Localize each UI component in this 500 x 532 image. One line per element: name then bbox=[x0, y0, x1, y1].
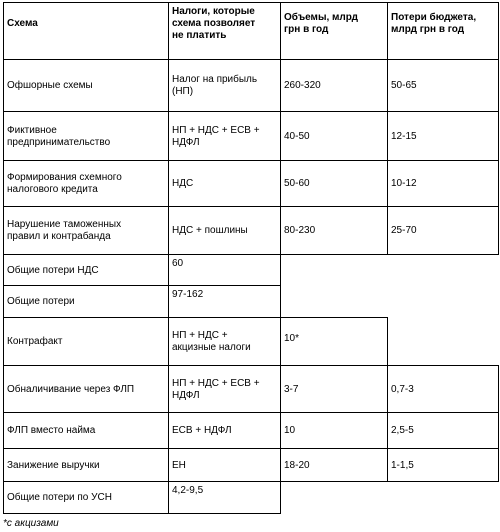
cell-scheme: налогового кредита bbox=[7, 184, 98, 195]
cell-scheme: Общие потери НДС bbox=[7, 265, 99, 276]
cell-volume: 18-20 bbox=[284, 460, 310, 471]
cell-taxes: 97-162 bbox=[172, 289, 204, 300]
table-rule-vertical bbox=[498, 111, 499, 161]
table-rule-vertical bbox=[498, 448, 499, 482]
table-rule-vertical bbox=[498, 2, 499, 60]
table-rule-vertical bbox=[387, 59, 388, 112]
table-rule-vertical bbox=[168, 254, 169, 286]
table-rule-vertical bbox=[3, 160, 4, 207]
cell-losses: 12-15 bbox=[391, 131, 417, 142]
cell-taxes: НДС + пошлины bbox=[172, 225, 248, 236]
table-rule-vertical bbox=[387, 317, 388, 366]
table-rule-vertical bbox=[168, 317, 169, 366]
table-rule-vertical bbox=[280, 59, 281, 112]
table-rule-horizontal bbox=[3, 206, 499, 207]
table-rule-vertical bbox=[168, 365, 169, 413]
table-rule-vertical bbox=[3, 481, 4, 514]
table-rule-vertical bbox=[280, 2, 281, 60]
table-rule-vertical bbox=[387, 448, 388, 482]
table-rule-horizontal bbox=[3, 448, 499, 449]
table-rule-vertical bbox=[3, 448, 4, 482]
table-rule-horizontal bbox=[3, 285, 281, 286]
cell-scheme: правил и контрабанда bbox=[7, 231, 111, 242]
cell-scheme: Контрафакт bbox=[7, 336, 63, 347]
cell-losses: 1-1,5 bbox=[391, 460, 414, 471]
table-rule-vertical bbox=[280, 365, 281, 413]
header-scheme: Схема bbox=[7, 18, 38, 29]
cell-losses: 50-65 bbox=[391, 80, 417, 91]
table-rule-vertical bbox=[168, 481, 169, 514]
table-rule-vertical bbox=[387, 412, 388, 449]
table-rule-vertical bbox=[498, 412, 499, 449]
cell-scheme: Формирования схемного bbox=[7, 172, 122, 183]
cell-scheme: Фиктивное bbox=[7, 125, 57, 136]
table-rule-vertical bbox=[168, 59, 169, 112]
cell-taxes: НДФЛ bbox=[172, 137, 200, 148]
table-rule-horizontal bbox=[3, 59, 499, 60]
table-rule-vertical bbox=[387, 160, 388, 207]
table-rule-vertical bbox=[3, 111, 4, 161]
header-volume: грн в год bbox=[284, 24, 329, 35]
table-rule-vertical bbox=[168, 160, 169, 207]
cell-volume: 260-320 bbox=[284, 80, 321, 91]
table-rule-vertical bbox=[387, 2, 388, 60]
header-taxes: Налоги, которые bbox=[172, 6, 255, 17]
table-rule-horizontal bbox=[3, 111, 499, 112]
header-taxes: схема позволяет bbox=[172, 18, 256, 29]
cell-scheme: Обналичивание через ФЛП bbox=[7, 384, 135, 395]
cell-scheme: Офшорные схемы bbox=[7, 80, 93, 91]
table-rule-vertical bbox=[168, 412, 169, 449]
cell-scheme: ФЛП вместо найма bbox=[7, 425, 96, 436]
cell-volume: 80-230 bbox=[284, 225, 316, 236]
cell-taxes: НП + НДС + ЕСВ + bbox=[172, 125, 260, 136]
table-rule-vertical bbox=[498, 160, 499, 207]
table-rule-vertical bbox=[168, 448, 169, 482]
table-rule-vertical bbox=[280, 285, 281, 318]
table-rule-vertical bbox=[3, 365, 4, 413]
cell-taxes: НП + НДС + bbox=[172, 330, 228, 341]
cell-taxes: Налог на прибыль bbox=[172, 74, 258, 85]
cell-losses: 0,7-3 bbox=[391, 384, 414, 395]
table-rule-vertical bbox=[280, 160, 281, 207]
tax-schemes-table bbox=[3, 2, 498, 532]
cell-scheme: Общие потери по УСН bbox=[7, 492, 112, 503]
header-losses: млрд грн в год bbox=[391, 24, 465, 35]
cell-taxes: 60 bbox=[172, 258, 184, 269]
table-rule-vertical bbox=[387, 206, 388, 255]
cell-taxes: ЕСВ + НДФЛ bbox=[172, 425, 232, 436]
table-rule-horizontal bbox=[3, 513, 281, 514]
table-rule-vertical bbox=[280, 412, 281, 449]
table-rule-horizontal bbox=[3, 412, 499, 413]
footnote: *с акцизами bbox=[3, 518, 59, 529]
header-taxes: не платить bbox=[172, 30, 227, 41]
table-rule-vertical bbox=[3, 2, 4, 60]
table-rule-vertical bbox=[168, 285, 169, 318]
cell-losses: 2,5-5 bbox=[391, 425, 414, 436]
cell-taxes: НДС bbox=[172, 178, 194, 189]
table-rule-horizontal bbox=[3, 160, 499, 161]
cell-taxes: НДФЛ bbox=[172, 390, 200, 401]
cell-taxes: НП + НДС + ЕСВ + bbox=[172, 378, 260, 389]
cell-scheme: предпринимательство bbox=[7, 137, 111, 148]
table-rule-vertical bbox=[3, 206, 4, 255]
table-rule-vertical bbox=[387, 365, 388, 413]
table-rule-horizontal bbox=[3, 254, 499, 255]
cell-scheme: Нарушение таможенных bbox=[7, 219, 122, 230]
table-rule-vertical bbox=[3, 59, 4, 112]
table-rule-vertical bbox=[498, 206, 499, 255]
table-rule-vertical bbox=[280, 206, 281, 255]
table-rule-vertical bbox=[168, 111, 169, 161]
cell-taxes: ЕН bbox=[172, 460, 186, 471]
table-rule-horizontal bbox=[3, 317, 388, 318]
cell-volume: 10* bbox=[284, 333, 300, 344]
cell-losses: 10-12 bbox=[391, 178, 417, 189]
cell-losses: 25-70 bbox=[391, 225, 417, 236]
table-rule-vertical bbox=[3, 317, 4, 366]
cell-taxes: 4,2-9,5 bbox=[172, 485, 204, 496]
table-rule-vertical bbox=[498, 365, 499, 413]
table-rule-vertical bbox=[3, 254, 4, 286]
cell-scheme: Общие потери bbox=[7, 296, 75, 307]
table-rule-horizontal bbox=[3, 365, 499, 366]
table-rule-horizontal bbox=[3, 2, 499, 3]
table-rule-vertical bbox=[280, 317, 281, 366]
cell-taxes: акцизные налоги bbox=[172, 342, 251, 353]
cell-volume: 40-50 bbox=[284, 131, 310, 142]
table-rule-vertical bbox=[280, 481, 281, 514]
table-rule-vertical bbox=[3, 285, 4, 318]
table-rule-vertical bbox=[280, 254, 281, 286]
table-rule-vertical bbox=[498, 59, 499, 112]
header-volume: Объемы, млрд bbox=[284, 12, 358, 23]
cell-scheme: Занижение выручки bbox=[7, 460, 100, 471]
table-rule-vertical bbox=[280, 448, 281, 482]
cell-volume: 10 bbox=[284, 425, 296, 436]
cell-volume: 50-60 bbox=[284, 178, 310, 189]
cell-taxes: (НП) bbox=[172, 86, 194, 97]
table-rule-horizontal bbox=[3, 481, 499, 482]
table-rule-vertical bbox=[3, 412, 4, 449]
table-rule-vertical bbox=[168, 2, 169, 60]
table-rule-vertical bbox=[168, 206, 169, 255]
cell-volume: 3-7 bbox=[284, 384, 299, 395]
table-rule-vertical bbox=[387, 111, 388, 161]
table-rule-vertical bbox=[280, 111, 281, 161]
header-losses: Потери бюджета, bbox=[391, 12, 477, 23]
